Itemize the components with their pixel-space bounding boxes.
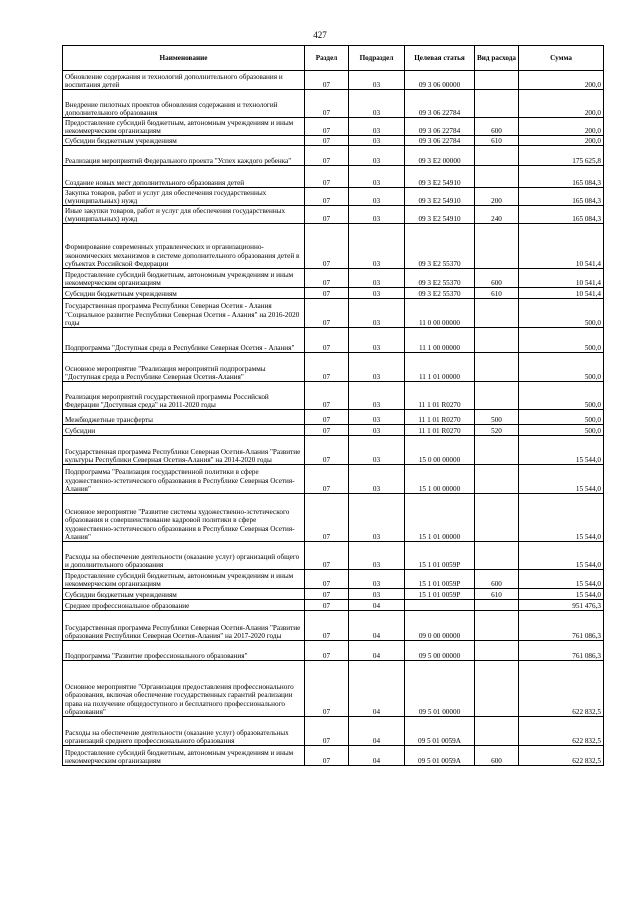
row-section: 07 [305,299,349,328]
row-name: Предоставление субсидий бюджетным, автономным учреждениям и иным некоммерческим организациям [63,570,305,589]
row-section: 07 [305,288,349,299]
row-sum: 500,0 [519,425,604,436]
row-target: 09 3 E2 54910 [405,206,475,224]
row-sum: 200,0 [519,136,604,146]
row-section: 07 [305,589,349,600]
row-name: Государственная программа Республики Северная Осетия-Алания "Развитие культуры Республики Северная Осетия-Алания" на 2014-2020 годы [63,436,305,465]
row-sum: 15 544,0 [519,570,604,589]
row-sum: 200,0 [519,90,604,118]
row-expense-type [475,90,519,118]
row-subsection: 03 [349,269,405,288]
row-section: 07 [305,382,349,410]
row-expense-type [475,224,519,269]
row-name: Расходы на обеспечение деятельности (оказание услуг) организаций общего и дополнительного образования [63,542,305,570]
row-expense-type: 600 [475,118,519,136]
row-expense-type: 500 [475,410,519,425]
row-target: 11 1 01 R0270 [405,425,475,436]
row-subsection: 03 [349,90,405,118]
table-row [63,328,604,353]
header-target: Целевая статья [405,46,475,71]
row-subsection: 04 [349,600,405,611]
row-sum: 165 084,3 [519,188,604,206]
row-target: 09 5 01 0059A [405,717,475,746]
row-sum: 15 544,0 [519,436,604,465]
table-row [63,146,604,166]
row-sum: 175 625,8 [519,146,604,166]
row-section: 07 [305,328,349,353]
row-section: 07 [305,465,349,494]
row-sum: 15 544,0 [519,589,604,600]
table-row [63,269,604,288]
row-name: Расходы на обеспечение деятельности (оказание услуг) образовательных организаций среднего профессионального образования [63,717,305,746]
row-section: 07 [305,269,349,288]
row-target: 15 1 01 00000 [405,494,475,542]
row-section: 07 [305,224,349,269]
row-target: 15 1 01 0059P [405,570,475,589]
row-subsection: 04 [349,661,405,717]
row-expense-type: 610 [475,288,519,299]
row-sum: 500,0 [519,382,604,410]
row-expense-type [475,71,519,90]
row-subsection: 03 [349,328,405,353]
row-name: Иные закупки товаров, работ и услуг для обеспечения государственных (муниципальных) нужд [63,206,305,224]
row-expense-type [475,641,519,661]
row-subsection: 03 [349,71,405,90]
row-sum: 951 476,3 [519,600,604,611]
row-target: 09 3 E2 55370 [405,224,475,269]
row-name: Подпрограмма "Развитие профессионального образования" [63,641,305,661]
table-row [63,166,604,188]
table-row [63,465,604,494]
row-expense-type [475,494,519,542]
row-expense-type: 520 [475,425,519,436]
row-sum: 200,0 [519,118,604,136]
table-body [63,71,604,766]
row-target [405,600,475,611]
row-expense-type: 600 [475,269,519,288]
row-expense-type: 600 [475,746,519,766]
table-row [63,570,604,589]
row-sum: 761 086,3 [519,611,604,641]
row-subsection: 03 [349,224,405,269]
row-subsection: 03 [349,436,405,465]
row-expense-type [475,353,519,382]
row-expense-type [475,436,519,465]
row-name: Среднее профессиональное образование [63,600,305,611]
row-name: Реализация мероприятий Федерального проекта "Успех каждого ребенка" [63,146,305,166]
row-target: 09 5 01 00000 [405,661,475,717]
row-sum: 500,0 [519,328,604,353]
row-expense-type [475,661,519,717]
table-row [63,382,604,410]
row-sum: 165 084,3 [519,206,604,224]
row-section: 07 [305,436,349,465]
table-row [63,542,604,570]
row-target: 09 3 06 22784 [405,118,475,136]
row-subsection: 03 [349,425,405,436]
row-section: 07 [305,600,349,611]
row-target: 09 5 01 0059A [405,746,475,766]
row-target: 11 1 01 00000 [405,353,475,382]
row-section: 07 [305,353,349,382]
row-target: 11 1 01 R0270 [405,410,475,425]
row-subsection: 03 [349,353,405,382]
row-name: Государственная программа Республики Северная Осетия-Алания "Развитие образования Республики Северная Осетия-Алания" на 2017-2020 годы [63,611,305,641]
table-row [63,71,604,90]
row-target: 09 5 00 00000 [405,641,475,661]
row-name: Основное мероприятие "Развитие системы художественно-эстетического образования и совершенствование кадровой политики в сфере художественно-эстетического образования в Республике Северная Осетия-Алания" [63,494,305,542]
row-expense-type [475,166,519,188]
table-row [63,188,604,206]
row-section: 07 [305,136,349,146]
row-target: 11 0 00 00000 [405,299,475,328]
row-name: Внедрение пилотных проектов обновления содержания и технологий дополнительного образования [63,90,305,118]
row-expense-type: 600 [475,570,519,589]
row-name: Создание новых мест дополнительного образования детей [63,166,305,188]
row-name: Основное мероприятие "Реализация мероприятий подпрограммы "Доступная среда в Республике Северная Осетия-Алания" [63,353,305,382]
row-target: 09 3 E2 00000 [405,146,475,166]
page-number: 427 [313,30,327,40]
row-sum: 500,0 [519,353,604,382]
row-expense-type [475,611,519,641]
row-subsection: 04 [349,746,405,766]
table-row [63,661,604,717]
header-name: Наименование [63,46,305,71]
table-row [63,353,604,382]
row-sum: 200,0 [519,71,604,90]
header-section: Раздел [305,46,349,71]
row-section: 07 [305,166,349,188]
row-target: 09 3 06 00000 [405,71,475,90]
row-name: Субсидии бюджетным учреждениям [63,589,305,600]
row-expense-type [475,542,519,570]
row-subsection: 04 [349,611,405,641]
row-expense-type [475,299,519,328]
row-expense-type [475,382,519,410]
row-subsection: 03 [349,299,405,328]
row-name: Подпрограмма "Реализация государственной политики в сфере художественно-эстетического образования в Республике Северная Осетия-Алания" [63,465,305,494]
row-subsection: 03 [349,570,405,589]
row-target: 15 1 01 0059P [405,542,475,570]
row-sum: 165 084,3 [519,166,604,188]
row-target: 11 1 01 R0270 [405,382,475,410]
row-subsection: 04 [349,641,405,661]
header-expense-type: Вид расхода [475,46,519,71]
row-subsection: 03 [349,188,405,206]
row-target: 09 3 E2 55370 [405,288,475,299]
row-section: 07 [305,90,349,118]
row-sum: 10 541,4 [519,224,604,269]
row-target: 09 3 E2 55370 [405,269,475,288]
row-section: 07 [305,118,349,136]
row-sum: 10 541,4 [519,269,604,288]
row-expense-type [475,328,519,353]
row-name: Субсидии бюджетным учреждениям [63,288,305,299]
row-target: 15 0 00 00000 [405,436,475,465]
budget-table [62,45,604,766]
row-sum: 15 544,0 [519,494,604,542]
row-section: 07 [305,71,349,90]
row-expense-type [475,600,519,611]
table-row [63,641,604,661]
row-name: Предоставление субсидий бюджетным, автономным учреждениям и иным некоммерческим организациям [63,746,305,766]
row-subsection: 03 [349,118,405,136]
row-name: Формирование современных управленческих и организационно-экономических механизмов в системе дополнительного образования детей в субъектах Российской Федерации [63,224,305,269]
row-name: Предоставление субсидий бюджетным, автономным учреждениям и иным некоммерческим организациям [63,118,305,136]
row-sum: 622 832,5 [519,661,604,717]
row-expense-type: 610 [475,589,519,600]
row-section: 07 [305,146,349,166]
row-subsection: 03 [349,136,405,146]
table-row [63,436,604,465]
row-sum: 10 541,4 [519,288,604,299]
row-sum: 622 832,5 [519,746,604,766]
table-row [63,746,604,766]
row-target: 09 3 06 22784 [405,136,475,146]
row-name: Межбюджетные трансферты [63,410,305,425]
row-sum: 15 544,0 [519,465,604,494]
row-sum: 622 832,5 [519,717,604,746]
row-expense-type [475,146,519,166]
table-row [63,224,604,269]
table-row [63,410,604,425]
table-row [63,425,604,436]
row-section: 07 [305,641,349,661]
row-sum: 761 086,3 [519,641,604,661]
row-subsection: 03 [349,410,405,425]
row-subsection: 03 [349,542,405,570]
table-row [63,90,604,118]
row-section: 07 [305,746,349,766]
header-sum: Сумма [519,46,604,71]
row-subsection: 03 [349,589,405,600]
row-section: 07 [305,570,349,589]
row-name: Реализация мероприятий государственной программы Российской Федерации "Доступная среда" на 2011-2020 годы [63,382,305,410]
row-section: 07 [305,188,349,206]
row-target: 09 3 E2 54910 [405,166,475,188]
row-target: 15 1 01 0059P [405,589,475,600]
table-header-row [63,46,604,71]
row-section: 07 [305,425,349,436]
row-sum: 500,0 [519,299,604,328]
row-name: Обновление содержания и технологий дополнительного образования и воспитания детей [63,71,305,90]
row-section: 07 [305,542,349,570]
row-name: Государственная программа Республики Северная Осетия - Алания "Социальное развитие Республики Северная Осетия - Алания" на 2016-2020 годы [63,299,305,328]
header-subsection: Подраздел [349,46,405,71]
row-section: 07 [305,611,349,641]
row-name: Закупка товаров, работ и услуг для обеспечения государственных (муниципальных) нужд [63,188,305,206]
row-section: 07 [305,410,349,425]
row-subsection: 03 [349,382,405,410]
table-row [63,589,604,600]
row-target: 11 1 00 00000 [405,328,475,353]
row-sum: 500,0 [519,410,604,425]
table-row [63,118,604,136]
row-subsection: 03 [349,146,405,166]
row-expense-type: 610 [475,136,519,146]
row-name: Предоставление субсидий бюджетным, автономным учреждениям и иным некоммерческим организациям [63,269,305,288]
row-name: Подпрограмма "Доступная среда в Республике Северная Осетия - Алания" [63,328,305,353]
table-row [63,288,604,299]
row-section: 07 [305,206,349,224]
table-row [63,206,604,224]
row-subsection: 03 [349,465,405,494]
table-row [63,136,604,146]
row-subsection: 03 [349,494,405,542]
row-subsection: 03 [349,166,405,188]
row-target: 15 1 00 00000 [405,465,475,494]
row-expense-type: 240 [475,206,519,224]
row-expense-type [475,717,519,746]
row-subsection: 04 [349,717,405,746]
row-section: 07 [305,717,349,746]
row-name: Субсидии бюджетным учреждениям [63,136,305,146]
row-subsection: 03 [349,288,405,299]
row-subsection: 03 [349,206,405,224]
row-section: 07 [305,661,349,717]
row-section: 07 [305,494,349,542]
table-row [63,611,604,641]
row-expense-type [475,465,519,494]
table-row [63,494,604,542]
row-target: 09 0 00 00000 [405,611,475,641]
table-row [63,299,604,328]
row-expense-type: 200 [475,188,519,206]
row-sum: 15 544,0 [519,542,604,570]
table-row [63,717,604,746]
row-target: 09 3 E2 54910 [405,188,475,206]
row-target: 09 3 06 22784 [405,90,475,118]
row-name: Основное мероприятие "Организация предоставления профессионального образования, включая обеспечение государственных гарантий реализации права на получение общедоступного и бесплатного профессионального образования" [63,661,305,717]
row-name: Субсидии [63,425,305,436]
table-row [63,600,604,611]
